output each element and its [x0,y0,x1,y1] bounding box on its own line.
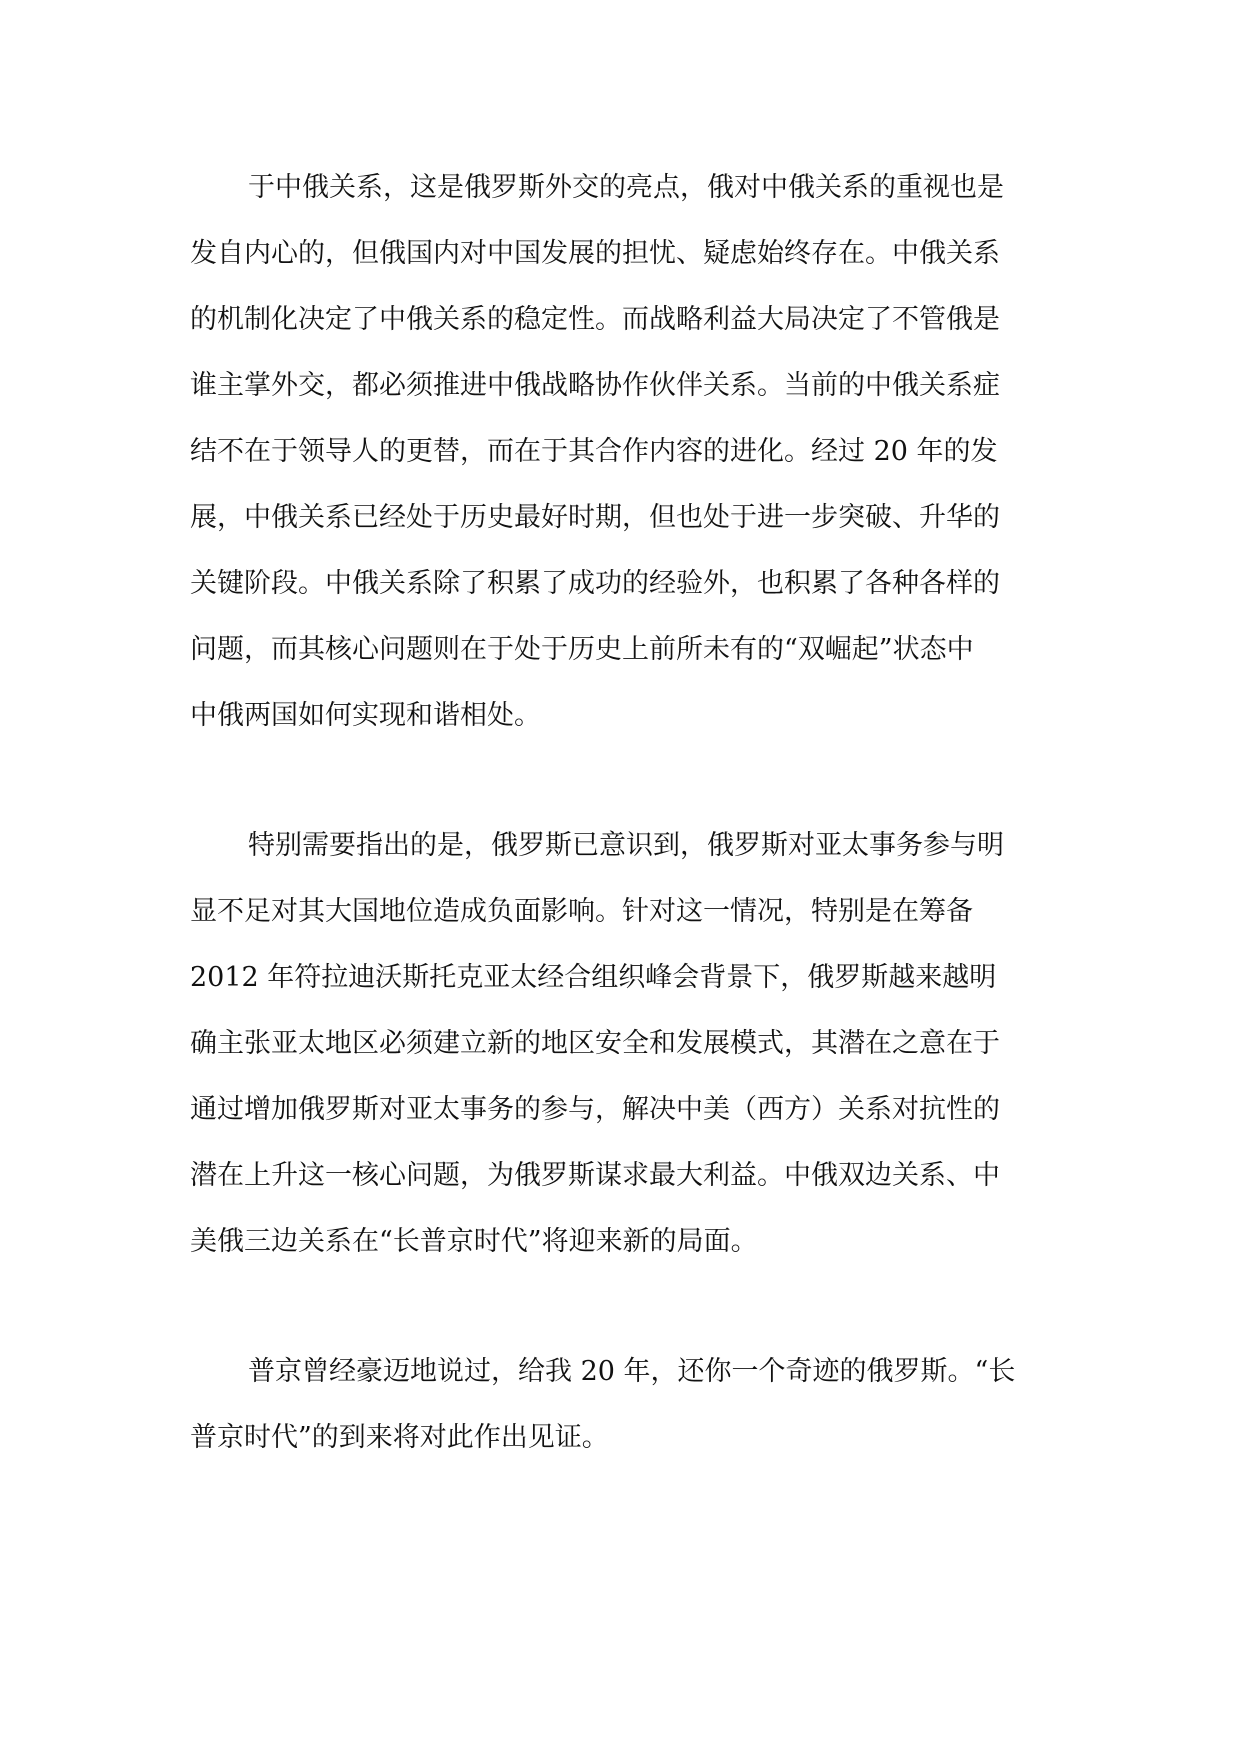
paragraph-spacer [190,749,1052,813]
text-line: 普京时代”的到来将对此作出见证。 [190,1422,609,1453]
paragraph-spacer [190,1275,1052,1339]
text-line: 普京曾经豪迈地说过，给我 20 年，还你一个奇迹的俄罗斯。“长 [248,1356,1016,1387]
text-line: 显不足对其大国地位造成负面影响。针对这一情况，特别是在筹备 [190,896,973,927]
text-line: 发自内心的，但俄国内对中国发展的担忧、疑虑始终存在。中俄关系 [190,238,1000,269]
text-line: 通过增加俄罗斯对亚太事务的参与，解决中美（西方）关系对抗性的 [190,1094,1000,1125]
text-line: 2012 年符拉迪沃斯托克亚太经合组织峰会背景下，俄罗斯越来越明 [190,962,997,993]
text-line: 问题，而其核心问题则在于处于历史上前所未有的“双崛起”状态中 [190,634,974,665]
paragraph-2 [190,813,1052,1275]
text-line: 潜在上升这一核心问题，为俄罗斯谋求最大利益。中俄双边关系、中 [190,1160,1000,1191]
text-line: 美俄三边关系在“长普京时代”将迎来新的局面。 [190,1226,758,1257]
paragraph-1 [190,155,1052,749]
text-line: 关键阶段。中俄关系除了积累了成功的经验外，也积累了各种各样的 [190,568,1000,599]
text-line: 于中俄关系，这是俄罗斯外交的亮点，俄对中俄关系的重视也是 [248,172,1004,203]
text-line: 谁主掌外交，都必须推进中俄战略协作伙伴关系。当前的中俄关系症 [190,370,1000,401]
paragraph-3 [190,1339,1052,1471]
text-line: 结不在于领导人的更替，而在于其合作内容的进化。经过 20 年的发 [190,436,998,467]
text-line: 的机制化决定了中俄关系的稳定性。而战略利益大局决定了不管俄是 [190,304,1000,335]
text-line: 确主张亚太地区必须建立新的地区安全和发展模式，其潜在之意在于 [190,1028,1000,1059]
text-line: 展，中俄关系已经处于历史最好时期，但也处于进一步突破、升华的 [190,502,1000,533]
text-line: 中俄两国如何实现和谐相处。 [190,700,541,731]
text-line: 特别需要指出的是，俄罗斯已意识到，俄罗斯对亚太事务参与明 [248,830,1004,861]
document-body [190,155,1052,1471]
